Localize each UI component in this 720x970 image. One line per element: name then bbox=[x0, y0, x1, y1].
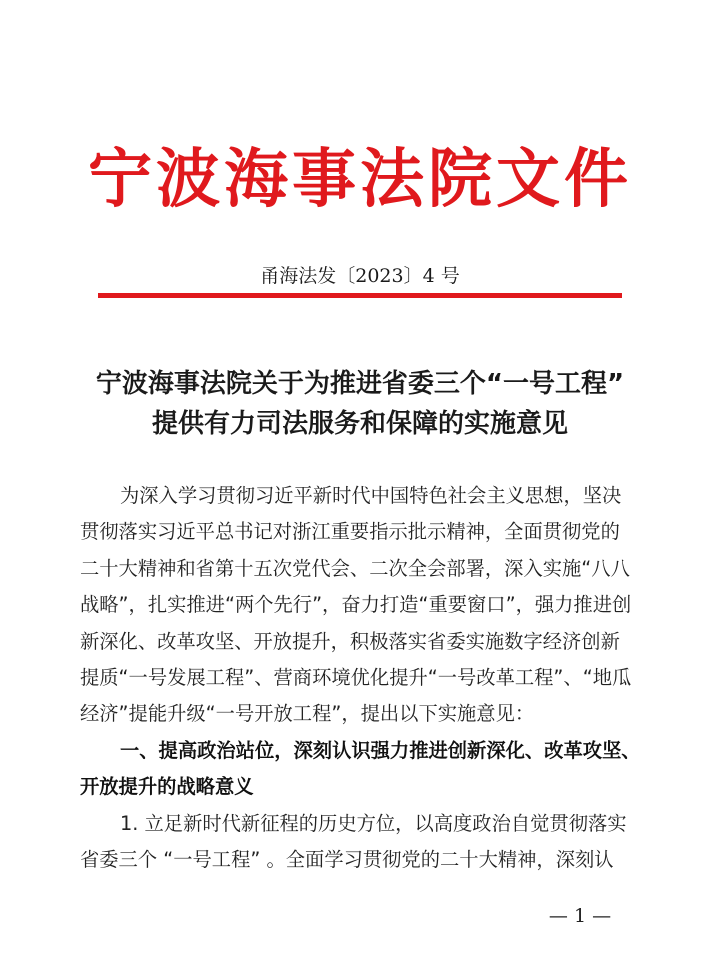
section-heading-continued: 开放提升的战略意义 bbox=[80, 775, 254, 799]
issuer-header-title: 宁波海事法院文件 bbox=[88, 142, 632, 217]
section-heading: 一、提高政治站位，深刻认识强力推进创新深化、改革攻坚、 bbox=[120, 738, 641, 762]
body-line: 战略”，扎实推进“两个先行”，奋力打造“重要窗口”，强力推进创 bbox=[80, 593, 632, 617]
body-line: 二十大精神和省第十五次党代会、二次全会部署，深入实施“八八 bbox=[80, 556, 630, 580]
red-divider-line bbox=[98, 293, 622, 298]
document-title bbox=[60, 364, 660, 444]
page-number: — 1 — bbox=[548, 905, 612, 927]
document-number: 甬海法发〔2023〕4 号 bbox=[260, 265, 460, 287]
document-title-line-2: 提供有力司法服务和保障的实施意见 bbox=[151, 409, 568, 439]
body-line: 经济”提能升级“一号开放工程”，提出以下实施意见： bbox=[80, 702, 535, 726]
body-line: 为深入学习贯彻习近平新时代中国特色社会主义思想，坚决 bbox=[120, 484, 622, 507]
body-line: 新深化、改革攻坚、开放提升，积极落实省委实施数字经济创新 bbox=[80, 629, 620, 653]
body-line: 提质“一号发展工程”、营商环境优化提升“一号改革工程”、“地瓜 bbox=[80, 665, 632, 689]
body-line: 1. 立足新时代新征程的历史方位，以高度政治自觉贯彻落实 bbox=[120, 811, 627, 835]
document-body bbox=[80, 478, 640, 878]
body-line: 省委三个 “一号工程” 。全面学习贯彻党的二十大精神，深刻认 bbox=[80, 847, 614, 871]
body-line: 贯彻落实习近平总书记对浙江重要指示批示精神，全面贯彻党的 bbox=[80, 520, 620, 544]
document-title-line-1: 宁波海事法院关于为推进省委三个“一号工程” bbox=[95, 369, 625, 399]
